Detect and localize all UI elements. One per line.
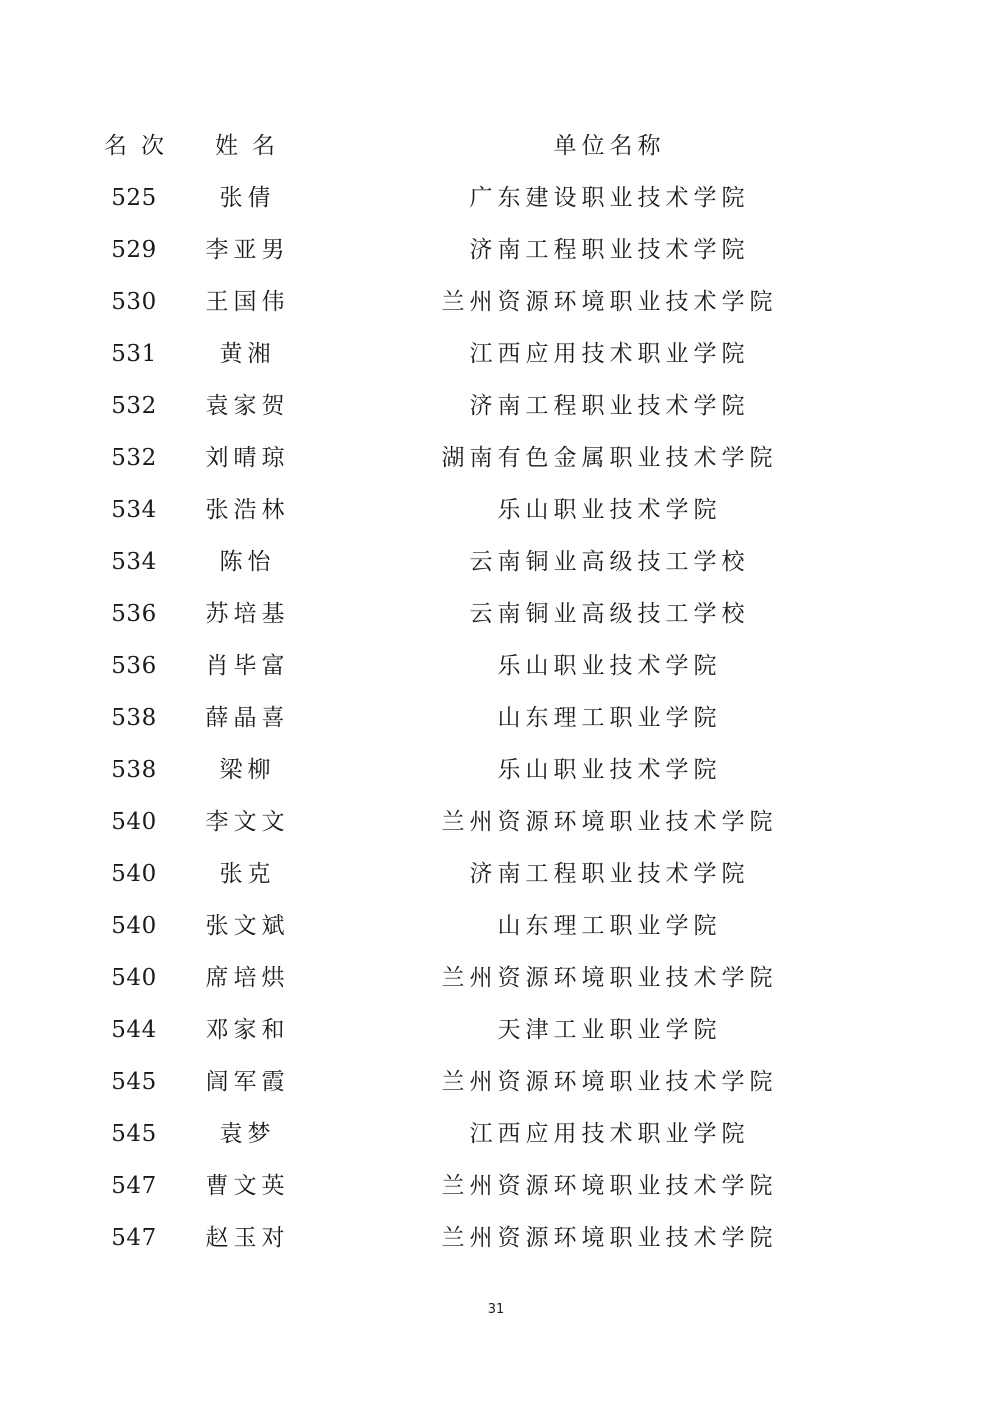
table-row [0,438,992,478]
rank-cell: 534 [111,549,157,575]
rank-cell: 525 [111,185,157,211]
rank-cell: 547 [111,1225,157,1251]
unit-cell: 山东理工职业学院 [497,913,722,939]
name-cell: 邓家和 [205,1017,290,1043]
table-row [0,854,992,894]
rank-cell: 531 [111,341,157,367]
rank-cell: 532 [111,445,157,471]
rank-cell: 529 [111,237,157,263]
unit-cell: 云南铜业高级技工学校 [469,601,750,627]
table-row [0,750,992,790]
rank-cell: 544 [111,1017,157,1043]
table-row [0,542,992,582]
rank-cell: 532 [111,393,157,419]
unit-cell: 兰州资源环境职业技术学院 [441,1173,778,1199]
unit-cell: 山东理工职业学院 [497,705,722,731]
unit-cell: 乐山职业技术学院 [497,497,722,523]
rank-cell: 545 [111,1121,157,1147]
unit-cell: 济南工程职业技术学院 [469,393,750,419]
rank-cell: 547 [111,1173,157,1199]
header-rank: 名次 [104,133,178,159]
unit-cell: 济南工程职业技术学院 [469,861,750,887]
unit-cell: 兰州资源环境职业技术学院 [441,1069,778,1095]
unit-cell: 乐山职业技术学院 [497,757,722,783]
name-cell: 袁梦 [219,1121,276,1147]
unit-cell: 广东建设职业技术学院 [469,185,750,211]
unit-cell: 湖南有色金属职业技术学院 [441,445,778,471]
name-cell: 訚军霞 [205,1069,290,1095]
rank-cell: 536 [111,601,157,627]
unit-cell: 云南铜业高级技工学校 [469,549,750,575]
table-row [0,698,992,738]
name-cell: 张克 [219,861,276,887]
rank-cell: 540 [111,809,157,835]
table-row [0,1062,992,1102]
rank-cell: 530 [111,289,157,315]
table-row [0,282,992,322]
table-row [0,1010,992,1050]
unit-cell: 天津工业职业学院 [497,1017,722,1043]
rank-cell: 534 [111,497,157,523]
rank-cell: 540 [111,861,157,887]
header-name: 姓名 [215,133,289,159]
unit-cell: 济南工程职业技术学院 [469,237,750,263]
name-cell: 张文斌 [205,913,290,939]
table-header [0,126,992,166]
name-cell: 黄湘 [219,341,276,367]
name-cell: 苏培基 [205,601,290,627]
header-unit: 单位名称 [553,133,666,159]
table-row [0,386,992,426]
name-cell: 张倩 [219,185,276,211]
table-row [0,906,992,946]
table-row [0,646,992,686]
rank-cell: 545 [111,1069,157,1095]
table-row [0,230,992,270]
rank-cell: 540 [111,965,157,991]
rank-cell: 538 [111,705,157,731]
table-row [0,334,992,374]
name-cell: 张浩林 [205,497,290,523]
table-row [0,1218,992,1258]
table-row [0,1166,992,1206]
name-cell: 曹文英 [205,1173,290,1199]
unit-cell: 乐山职业技术学院 [497,653,722,679]
table-row [0,958,992,998]
name-cell: 肖毕富 [205,653,290,679]
name-cell: 陈怡 [219,549,276,575]
table-row [0,594,992,634]
rank-cell: 540 [111,913,157,939]
name-cell: 李文文 [205,809,290,835]
unit-cell: 兰州资源环境职业技术学院 [441,965,778,991]
name-cell: 薛晶喜 [205,705,290,731]
rank-cell: 538 [111,757,157,783]
name-cell: 王国伟 [205,289,290,315]
unit-cell: 兰州资源环境职业技术学院 [441,289,778,315]
name-cell: 李亚男 [205,237,290,263]
name-cell: 梁柳 [219,757,276,783]
rank-cell: 536 [111,653,157,679]
name-cell: 袁家贺 [205,393,290,419]
name-cell: 刘晴琼 [205,445,290,471]
unit-cell: 兰州资源环境职业技术学院 [441,809,778,835]
table-row [0,490,992,530]
unit-cell: 兰州资源环境职业技术学院 [441,1225,778,1251]
unit-cell: 江西应用技术职业学院 [469,341,750,367]
name-cell: 席培烘 [205,965,290,991]
name-cell: 赵玉对 [205,1225,290,1251]
table-row [0,1114,992,1154]
table-row [0,178,992,218]
page-number: 31 [487,1302,505,1317]
unit-cell: 江西应用技术职业学院 [469,1121,750,1147]
table-row [0,802,992,842]
